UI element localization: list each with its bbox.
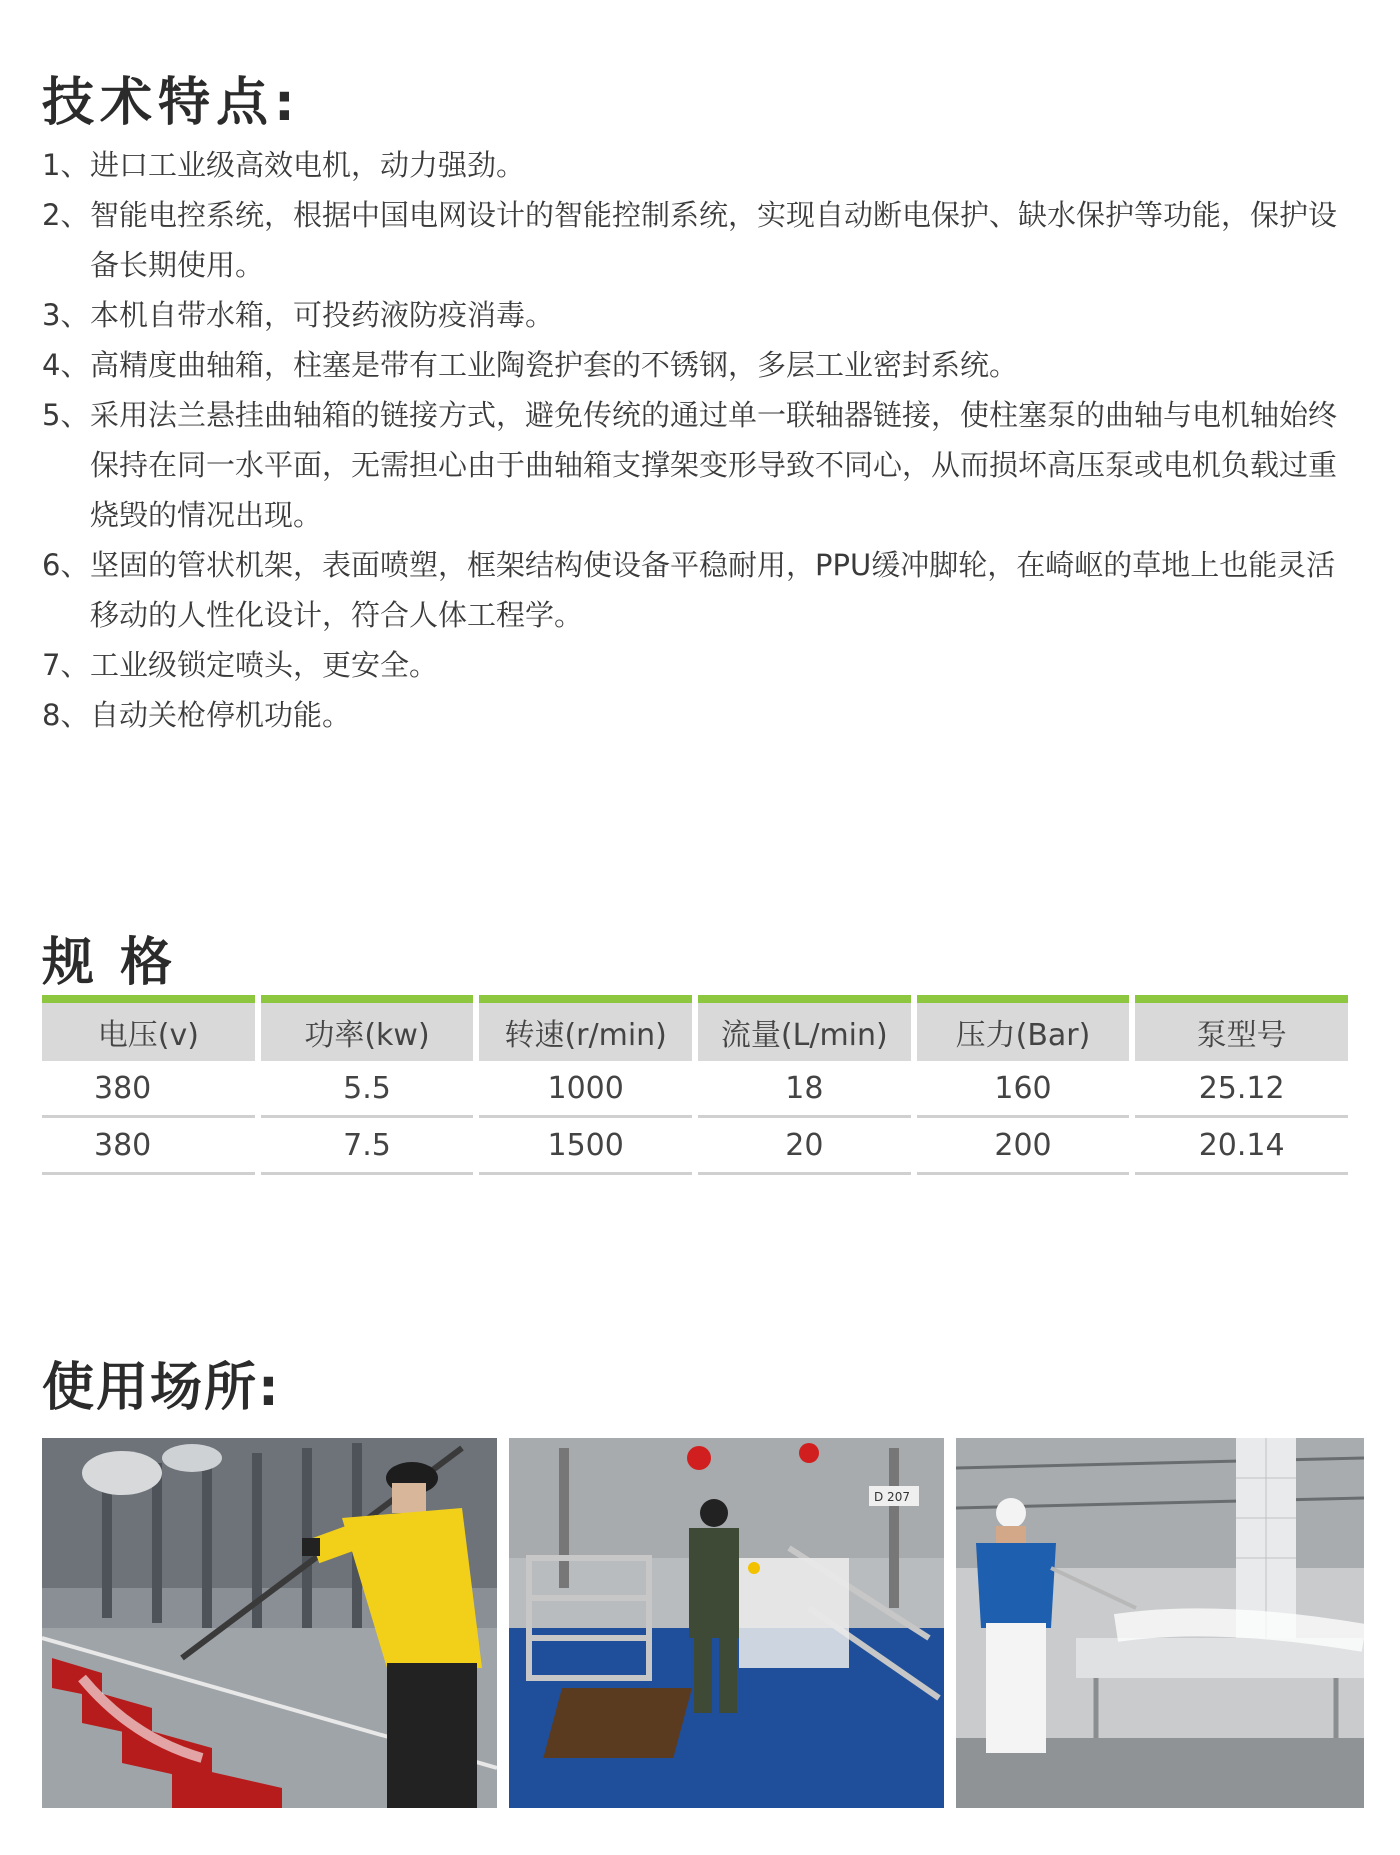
feature-number: 5、: [42, 398, 90, 432]
feature-number: 1、: [42, 148, 90, 182]
feature-text: 自动关枪停机功能。: [90, 698, 352, 732]
feature-number: 8、: [42, 698, 90, 732]
feature-item: [42, 640, 1362, 690]
spec-cell: 5.5: [261, 1061, 474, 1118]
feature-item: [42, 540, 1362, 640]
feature-text: 坚固的管状机架，表面喷塑，框架结构使设备平稳耐用，PPU缓冲脚轮，在崎岖的草地上也能灵活移动的人性化设计，符合人体工程学。: [90, 548, 1336, 632]
photo-cleaning-poultry-line: [42, 1438, 497, 1808]
feature-text: 高精度曲轴箱，柱塞是带有工业陶瓷护套的不锈钢，多层工业密封系统。: [90, 348, 1019, 382]
usage-photos: [42, 1438, 1364, 1808]
feature-number: 4、: [42, 348, 90, 382]
feature-item: [42, 340, 1362, 390]
spec-header-voltage: 电压(v): [42, 995, 255, 1061]
usage-title: 使用场所:: [42, 1358, 281, 1418]
feature-item: [42, 690, 1362, 740]
spec-title: 规格: [42, 933, 199, 993]
features-title: 技术特点:: [42, 73, 301, 133]
spec-cell: 1500: [479, 1118, 692, 1175]
spec-cell: 20: [698, 1118, 911, 1175]
feature-item: [42, 140, 1362, 190]
spec-header-speed: 转速(r/min): [479, 995, 692, 1061]
feature-number: 6、: [42, 548, 90, 582]
spec-header-pressure: 压力(Bar): [917, 995, 1130, 1061]
feature-text: 进口工业级高效电机，动力强劲。: [90, 148, 526, 182]
feature-item: [42, 390, 1362, 540]
spec-header-flow: 流量(L/min): [698, 995, 911, 1061]
spec-cell: 380: [42, 1061, 255, 1118]
spec-cell: 25.12: [1135, 1061, 1348, 1118]
features-list: [42, 140, 1362, 740]
spec-header-power: 功率(kw): [261, 995, 474, 1061]
spec-cell: 18: [698, 1061, 911, 1118]
pen-number-label: D 207: [874, 1490, 910, 1504]
photo-cleaning-livestock-pens: [509, 1438, 944, 1808]
feature-text: 工业级锁定喷头，更安全。: [90, 648, 439, 682]
spec-cell: 380: [42, 1118, 255, 1175]
spec-cell: 200: [917, 1118, 1130, 1175]
feature-number: 3、: [42, 298, 90, 332]
spec-header-pump-model: 泵型号: [1135, 995, 1348, 1061]
feature-text: 智能电控系统，根据中国电网设计的智能控制系统，实现自动断电保护、缺水保护等功能，保护设备长期使用。: [90, 198, 1338, 282]
spec-table: [42, 995, 1348, 1175]
photo-cleaning-food-plant: [956, 1438, 1364, 1808]
feature-number: 2、: [42, 198, 90, 232]
spec-cell: 1000: [479, 1061, 692, 1118]
feature-number: 7、: [42, 648, 90, 682]
spec-cell: 7.5: [261, 1118, 474, 1175]
feature-item: [42, 290, 1362, 340]
spec-cell: 160: [917, 1061, 1130, 1118]
feature-text: 采用法兰悬挂曲轴箱的链接方式，避免传统的通过单一联轴器链接，使柱塞泵的曲轴与电机轴始终保持在同一水平面，无需担心由于曲轴箱支撑架变形导致不同心，从而损坏高压泵或电机负载过重烧毁的情况出现。: [90, 398, 1338, 532]
feature-text: 本机自带水箱，可投药液防疫消毒。: [90, 298, 555, 332]
feature-item: [42, 190, 1362, 290]
spec-cell: 20.14: [1135, 1118, 1348, 1175]
